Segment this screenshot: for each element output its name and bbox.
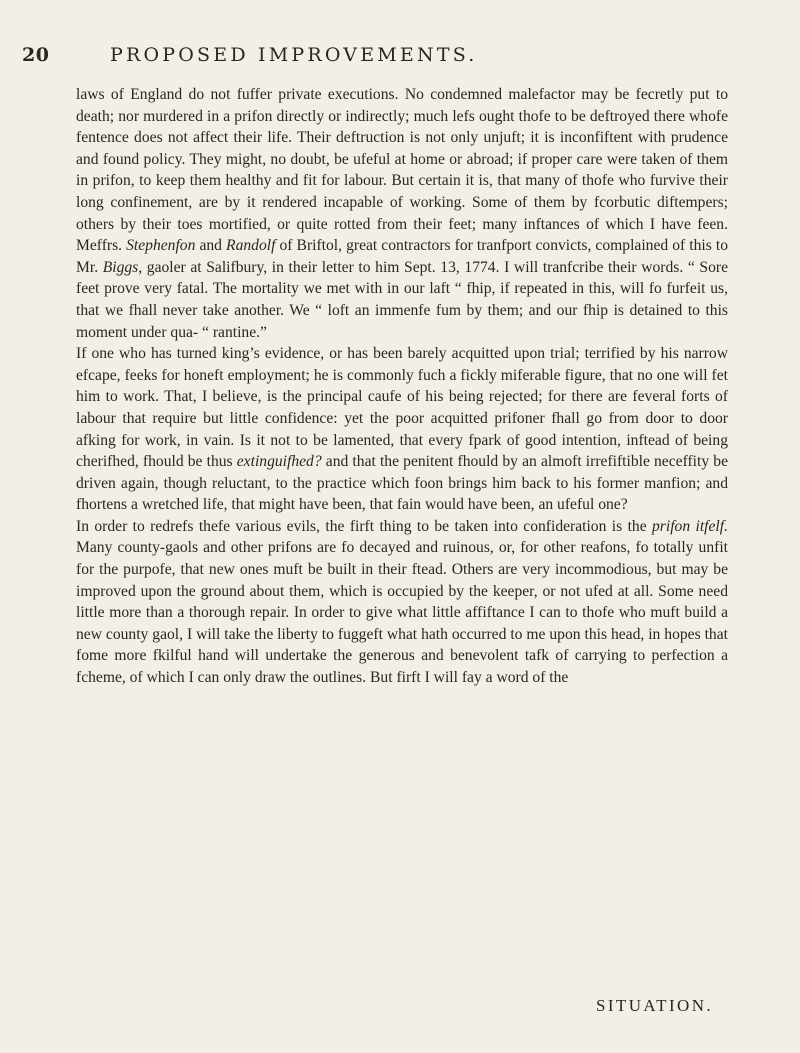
- text-segment-italic: extinguifhed?: [236, 453, 322, 471]
- text-segment-italic: Stephenfon: [126, 237, 196, 255]
- text-segment-italic: Randolf: [226, 237, 276, 255]
- text-segment: Many county-gaols and other prifons are fo decayed and ruinous, or, for other reafons, fo totally unfit for the purpofe, that new ones muft be built in their ftead. Others are very incommodious, but may be improved upon the ground about them, which is occupied by the keeper, or not ufed at all. Some need little more than a thorough repair. In order to give what little affiftance I can to thofe who muft build a new county gaol, I will take the liberty to fuggeft what hath occurred to me upon this head, in hopes that fome more fkilful hand will undertake the generous and benevolent tafk of carrying to perfection a fcheme, of which I can only draw the outlines. But firft I will fay a word of the: [76, 539, 728, 687]
- running-head: PROPOSED IMPROVEMENTS.: [110, 44, 478, 66]
- text-segment: and that the penitent fhould by an almoft irrefiftible neceffity be driven again, though reluctant, to the practice which foon brings him back to his former manfion; and fhortens a wretched life, that might have been, that fain would have been, an ufeful one?: [76, 453, 728, 514]
- text-segment: of Briftol, great contractors for tranfport convicts, complained of this to Mr.: [76, 237, 728, 276]
- page-header: [22, 44, 726, 74]
- catchword: SITUATION.: [596, 996, 714, 1015]
- paragraph-1: [76, 84, 728, 343]
- text-segment: If one who has turned king’s evidence, or has been barely acquitted upon trial; terrified by his narrow efcape, feeks for honeft employment; he is commonly fuch a fickly miferable figure, that no one will fet him to work. That, I believe, is the principal caufe of his being rejected; for there are feveral forts of labour that require but little confidence: yet the poor acquitted prifoner fhall go from door to door afking for work, in vain. Is it not to be lamented, that every fpark of good intention, inftead of being cherifhed, fhould be thus: [76, 345, 728, 471]
- text-segment-italic: Biggs,: [102, 258, 143, 276]
- text-segment: laws of England do not fuffer private executions. No condemned malefactor may be fecretly put to death; nor murdered in a prifon directly or indirectly; much lefs ought thofe to be deftroyed there whofe fentence does not affect their life. Their deftruction is not only unjuft; it is inconfiftent with prudence and found policy. They might, no doubt, be ufeful at home or abroad; if proper care were taken of them in prifon, to keep them healthy and fit for labour. But certain it is, that many of thofe who furvive their long confinement, are by it rendered incapable of working. Some of them by fcorbutic diftempers; others by their toes mortified, or quite rotted from their feet; many inftances of which I have feen. Meffrs.: [76, 86, 728, 255]
- paragraph-2: [76, 343, 728, 516]
- paragraph-3: [76, 516, 728, 689]
- text-segment: In order to redrefs thefe various evils, the firft thing to be taken into confideration is the: [76, 517, 652, 535]
- text-segment: gaoler at Salifbury, in their letter to him Sept. 13, 1774. I will tranfcribe their words. “ Sore feet prove very fatal. The mortality we met with in our laft “ fhip, if repeated in this, will fo furfeit us, that we fhall never take another. We “ loft an immenfe fum by them; and our fhip is detained to this moment under qua- “ rantine.”: [76, 258, 729, 341]
- text-segment: and: [195, 237, 227, 255]
- text-segment-italic: prifon itfelf.: [652, 517, 728, 535]
- page-number: 20: [22, 44, 50, 66]
- body-text: [76, 84, 728, 689]
